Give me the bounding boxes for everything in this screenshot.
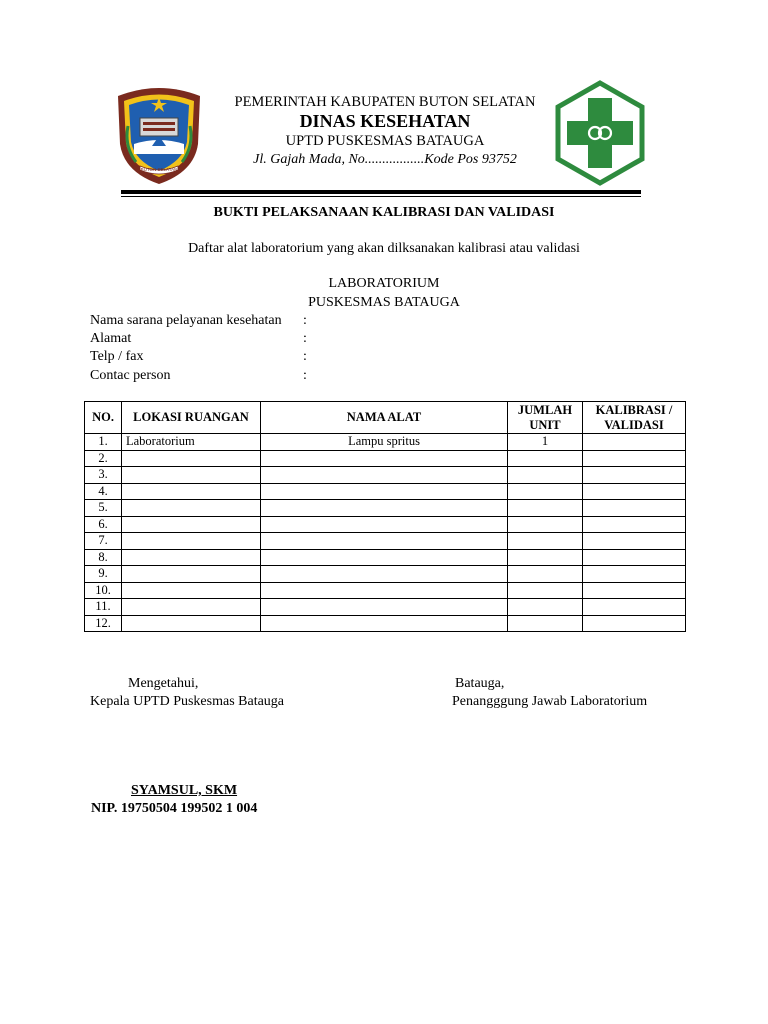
cell-calibration bbox=[583, 450, 686, 467]
field-sep-phone: : bbox=[303, 349, 307, 364]
cell-location bbox=[122, 467, 261, 484]
header-department: DINAS KESEHATAN bbox=[299, 111, 471, 131]
cell-equipment-name bbox=[261, 483, 508, 500]
header-location: LOKASI RUANGAN bbox=[122, 402, 261, 434]
cell-calibration bbox=[583, 434, 686, 451]
signatory-name: SYAMSUL, SKM bbox=[131, 783, 238, 798]
header-equipment-name: NAMA ALAT bbox=[261, 402, 508, 434]
cell-equipment-name bbox=[261, 582, 508, 599]
cell-no: 6. bbox=[85, 516, 122, 533]
header-no: NO. bbox=[85, 402, 122, 434]
equipment-table bbox=[84, 401, 686, 632]
cell-calibration bbox=[583, 516, 686, 533]
cell-no: 9. bbox=[85, 566, 122, 583]
table-row bbox=[85, 500, 686, 517]
field-sep-contact: : bbox=[303, 368, 307, 383]
table-row bbox=[85, 467, 686, 484]
cell-no: 11. bbox=[85, 599, 122, 616]
cell-equipment-name bbox=[261, 500, 508, 517]
table-header-row bbox=[85, 402, 686, 434]
cell-equipment-name bbox=[261, 599, 508, 616]
cell-location: Laboratorium bbox=[122, 434, 261, 451]
table-row bbox=[85, 582, 686, 599]
field-label-address: Alamat bbox=[90, 331, 132, 346]
cell-equipment-name bbox=[261, 450, 508, 467]
cell-unit-count bbox=[508, 566, 583, 583]
sign-left-line2: Kepala UPTD Puskesmas Batauga bbox=[90, 694, 285, 709]
cell-equipment-name bbox=[261, 549, 508, 566]
cell-unit-count: 1 bbox=[508, 434, 583, 451]
cell-unit-count bbox=[508, 467, 583, 484]
header-calibration: KALIBRASI / VALIDASI bbox=[583, 402, 686, 434]
cell-location bbox=[122, 533, 261, 550]
table-row bbox=[85, 483, 686, 500]
cell-location bbox=[122, 582, 261, 599]
cell-calibration bbox=[583, 533, 686, 550]
cell-location bbox=[122, 450, 261, 467]
cell-location bbox=[122, 549, 261, 566]
header-address: Jl. Gajah Mada, No.................Kode Pos 93752 bbox=[253, 152, 517, 167]
table-row bbox=[85, 434, 686, 451]
header-unit-count: JUMLAH UNIT bbox=[508, 402, 583, 434]
table-row bbox=[85, 516, 686, 533]
cell-location bbox=[122, 500, 261, 517]
puskesmas-logo bbox=[554, 80, 646, 186]
header-unit: UPTD PUSKESMAS BATAUGA bbox=[285, 133, 485, 149]
cell-no: 2. bbox=[85, 450, 122, 467]
cell-location bbox=[122, 516, 261, 533]
cell-unit-count bbox=[508, 582, 583, 599]
field-label-facility: Nama sarana pelayanan kesehatan bbox=[90, 313, 282, 328]
cell-unit-count bbox=[508, 500, 583, 517]
table-row bbox=[85, 450, 686, 467]
sign-left-line1: Mengetahui, bbox=[128, 676, 199, 691]
cell-unit-count bbox=[508, 549, 583, 566]
header-rule-thick bbox=[121, 190, 641, 194]
field-label-phone: Telp / fax bbox=[90, 349, 144, 364]
cell-unit-count bbox=[508, 516, 583, 533]
cell-unit-count bbox=[508, 615, 583, 632]
cell-location bbox=[122, 599, 261, 616]
cell-location bbox=[122, 483, 261, 500]
sign-right-line2: Penangggung Jawab Laboratorium bbox=[452, 694, 648, 709]
cell-calibration bbox=[583, 483, 686, 500]
cell-equipment-name bbox=[261, 566, 508, 583]
table-row bbox=[85, 533, 686, 550]
header-government: PEMERINTAH KABUPATEN BUTON SELATAN bbox=[234, 94, 536, 110]
cell-calibration bbox=[583, 582, 686, 599]
field-label-contact: Contac person bbox=[90, 368, 171, 383]
table-row bbox=[85, 615, 686, 632]
cell-calibration bbox=[583, 599, 686, 616]
cell-equipment-name bbox=[261, 615, 508, 632]
cell-calibration bbox=[583, 500, 686, 517]
cell-equipment-name bbox=[261, 533, 508, 550]
signatory-nip: NIP. 19750504 199502 1 004 bbox=[91, 801, 258, 816]
table-row bbox=[85, 599, 686, 616]
field-sep-address: : bbox=[303, 331, 307, 346]
lab-heading-1: LABORATORIUM bbox=[328, 276, 440, 291]
cell-no: 4. bbox=[85, 483, 122, 500]
cell-unit-count bbox=[508, 533, 583, 550]
cell-location bbox=[122, 615, 261, 632]
cell-no: 1. bbox=[85, 434, 122, 451]
cell-no: 8. bbox=[85, 549, 122, 566]
document-title: BUKTI PELAKSANAAN KALIBRASI DAN VALIDASI bbox=[213, 205, 555, 220]
header-rule-thin bbox=[121, 196, 641, 197]
cell-unit-count bbox=[508, 483, 583, 500]
cell-no: 7. bbox=[85, 533, 122, 550]
document-intro: Daftar alat laboratorium yang akan dilksanakan kalibrasi atau validasi bbox=[188, 241, 580, 256]
sign-right-line1: Batauga, bbox=[455, 676, 505, 691]
cell-equipment-name bbox=[261, 516, 508, 533]
table-row bbox=[85, 549, 686, 566]
district-logo-label: BUTON SELATAN bbox=[140, 167, 178, 172]
cell-no: 3. bbox=[85, 467, 122, 484]
cell-equipment-name: Lampu spritus bbox=[261, 434, 508, 451]
cell-no: 10. bbox=[85, 582, 122, 599]
cell-no: 12. bbox=[85, 615, 122, 632]
cell-location bbox=[122, 566, 261, 583]
cell-calibration bbox=[583, 566, 686, 583]
cell-unit-count bbox=[508, 599, 583, 616]
cell-calibration bbox=[583, 615, 686, 632]
lab-heading-2: PUSKESMAS BATAUGA bbox=[308, 295, 460, 310]
cell-no: 5. bbox=[85, 500, 122, 517]
field-sep-facility: : bbox=[303, 313, 307, 328]
cell-unit-count bbox=[508, 450, 583, 467]
cell-calibration bbox=[583, 467, 686, 484]
cell-equipment-name bbox=[261, 467, 508, 484]
table-row bbox=[85, 566, 686, 583]
cell-calibration bbox=[583, 549, 686, 566]
